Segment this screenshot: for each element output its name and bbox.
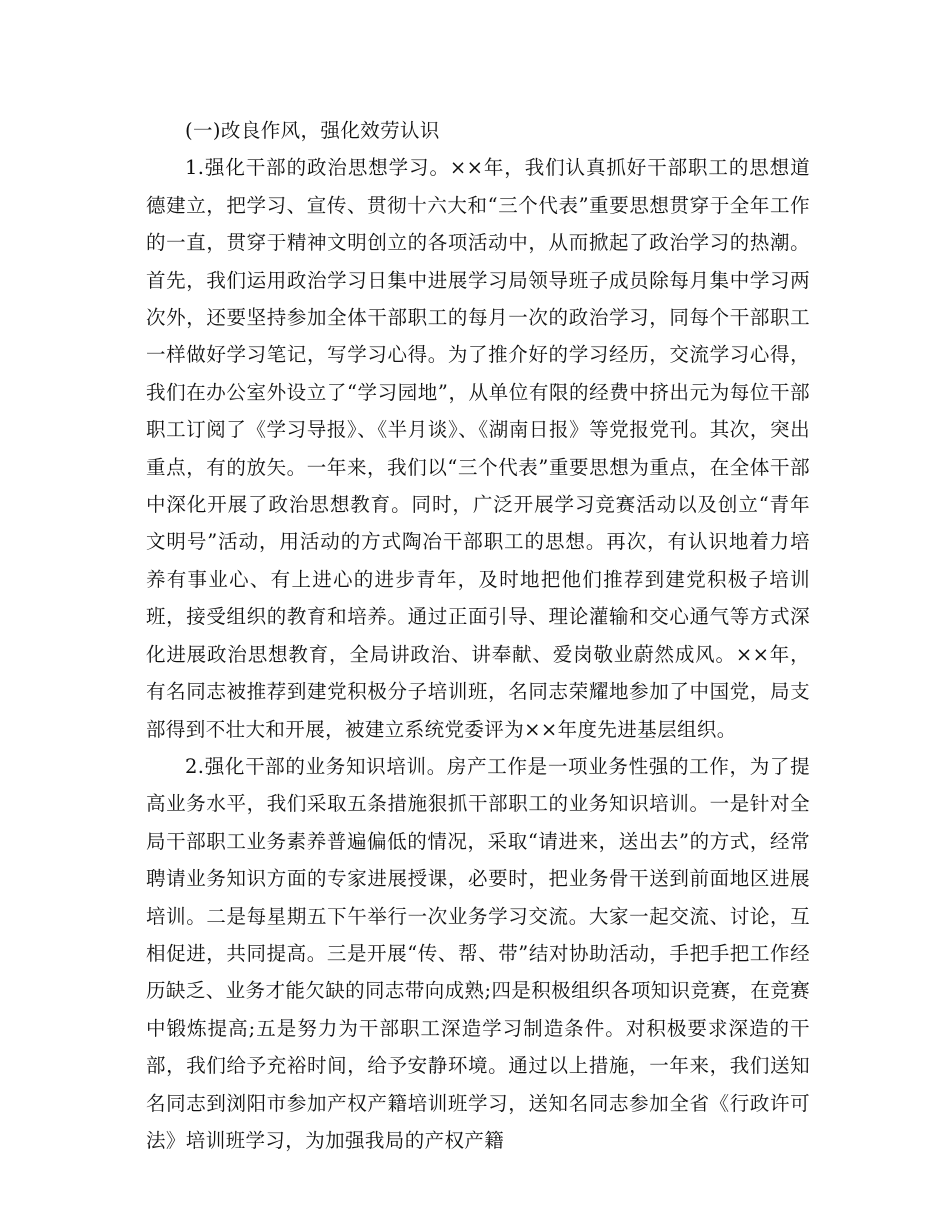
paragraph-political-study: 1.强化干部的政治思想学习。××年，我们认真抓好干部职工的思想道德建立，把学习、宣传、贯彻十六大和“三个代表”重要思想贯穿于全年工作的一直，贯穿于精神文明创立的各项活动中，从而掀起了政治学习的热潮。首先，我们运用政治学习日集中进展学习局领导班子成员除每月集中学习两次外，还要坚持参加全体干部职工的每月一次的政治学习，同每个干部职工一样做好学习笔记，写学习心得。为了推介好的学习经历，交流学习心得，我们在办公室外设立了“学习园地”，从单位有限的经费中挤出元为每位干部职工订阅了《学习导报》、《半月谈》、《湖南日报》等党报党刊。其次，突出重点，有的放矢。一年来，我们以“三个代表”重要思想为重点，在全体干部中深化开展了政治思想教育。同时，广泛开展学习竞赛活动以及创立“青年文明号”活动，用活动的方式陶冶干部职工的思想。再次，有认识地着力培养有事业心、有上进心的进步青年，及时地把他们推荐到建党积极子培训班，接受组织的教育和培养。通过正面引导、理论灌输和交心通气等方式深化进展政治思想教育，全局讲政治、讲奉献、爱岗敬业蔚然成风。××年，有名同志被推荐到建党积极分子培训班，名同志荣耀地参加了中国党，局支部得到不壮大和开展，被建立系统党委评为××年度先进基层组织。 <box>146 156 810 741</box>
section-heading: (一)改良作风，强化效劳认识 <box>185 119 440 142</box>
paragraph-business-training: 2.强化干部的业务知识培训。房产工作是一项业务性强的工作，为了提高业务水平，我们采取五条措施狠抓干部职工的业务知识培训。一是针对全局干部职工业务素养普遍偏低的情况，采取“请进来，送出去”的方式，经常聘请业务知识方面的专家进展授课，必要时，把业务骨干送到前面地区进展培训。二是每星期五下午举行一次业务学习交流。大家一起交流、讨论，互相促进，共同提高。三是开展“传、帮、带”结对协助活动，手把手把工作经历缺乏、业务才能欠缺的同志带向成熟;四是积极组织各项知识竞赛，在竞赛中锻炼提高;五是努力为干部职工深造学习制造条件。对积极要求深造的干部，我们给予充裕时间，给予安静环境。通过以上措施，一年来，我们送知名同志到浏阳市参加产权产籍培训班学习，送知名同志参加全省《行政许可法》培训班学习，为加强我局的产权产籍 <box>146 754 810 1152</box>
document-body <box>146 112 810 1159</box>
